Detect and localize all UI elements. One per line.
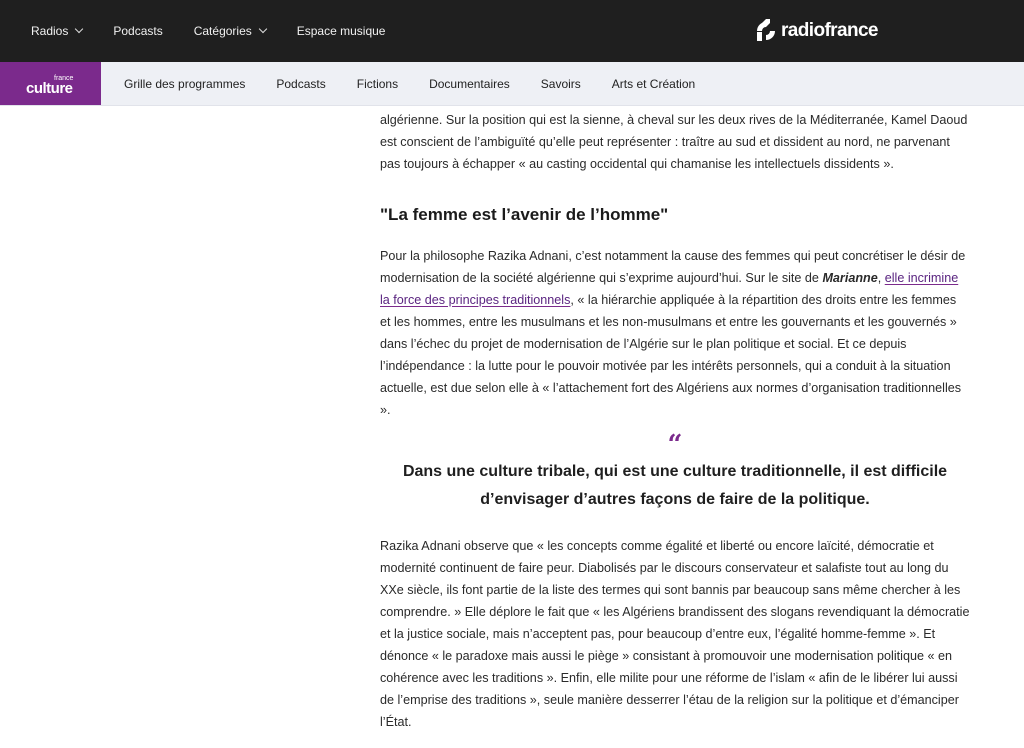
- nav-espace-musique[interactable]: [297, 24, 386, 38]
- nav-radios[interactable]: [31, 24, 82, 38]
- france-culture-logo[interactable]: [0, 62, 101, 105]
- pull-quote-text: Dans une culture tribale, qui est une culture traditionnelle, il est difficile d’envisager d’autres façons de faire de la politique.: [402, 463, 948, 508]
- nav-espace-musique-label: Espace musique: [296, 24, 386, 38]
- subnav-grille[interactable]: Grille des programmes: [124, 76, 246, 91]
- marianne-article-link[interactable]: elle incrimine la force des principes traditionnels: [380, 271, 959, 307]
- nav-radios-label: Radios: [31, 24, 69, 38]
- publication-name: Marianne: [822, 271, 878, 285]
- article-body: [380, 106, 970, 733]
- logo-culture-text: culture: [26, 80, 73, 97]
- paragraph-text: Pour la philosophe Razika Adnani, c’est notamment la cause des femmes qui peut concrétiser le désir de modernisation de la société algérienne qui s’exprime aujourd’hui. Sur le site de: [380, 249, 966, 285]
- nav-categories[interactable]: [194, 24, 266, 38]
- section-nav: [124, 62, 726, 105]
- subnav-podcasts[interactable]: Podcasts: [276, 76, 326, 91]
- section-heading: "La femme est l’avenir de l’homme": [380, 205, 669, 224]
- radiofrance-logo[interactable]: [755, 16, 878, 46]
- pull-quote: [380, 430, 970, 514]
- section-header: [0, 62, 1024, 106]
- article-paragraph: Razika Adnani observe que « les concepts comme égalité et liberté ou encore laïcité, démocratie et modernité continuent de faire peur. Diabolisés par le discours conservateur et salafiste tout au long du XXe siècle, ils font partie de la liste des termes qui sont bannis par beaucoup sans même chercher à les comprendre. » Elle déplore le fait que « les Algériens brandissent des slogans revendiquant la démocratie et la justice sociale, mais n’acceptent pas, pour beaucoup d’entre eux, l’égalité homme-femme ». Et dénonce « le paradoxe mais aussi le piège » consistant à promouvoir une modernisation politique « en cohérence avec les traditions ». Enfin, elle milite pour une réforme de l’islam « afin de le libérer lui aussi de l’emprise des traditions », seule manière desserrer l’étau de la religion sur la politique et d’émanciper l’État.: [380, 539, 970, 729]
- nav-podcasts[interactable]: [113, 24, 162, 38]
- radiofrance-logo-icon: [755, 18, 777, 44]
- chevron-down-icon: [259, 25, 267, 33]
- subnav-fictions[interactable]: Fictions: [356, 76, 399, 91]
- subnav-documentaires[interactable]: Documentaires: [429, 76, 510, 91]
- nav-podcasts-label: Podcasts: [113, 24, 163, 38]
- paragraph-text: ,: [877, 271, 885, 285]
- top-nav: [31, 0, 416, 62]
- radiofrance-brand-text: radiofrance: [781, 20, 878, 41]
- article-paragraph: algérienne. Sur la position qui est la sienne, à cheval sur les deux rives de la Méditerranée, Kamel Daoud est conscient de l’ambiguïté qu’elle peut représenter : traître au sud et dissident au nord, ne parvenant pas toujours à échapper « au casting occidental qui chamanise les intellectuels dissidents ».: [380, 113, 968, 171]
- paragraph-text: , « la hiérarchie appliquée à la répartition des droits entre les femmes et les hommes, entre les musulmans et les non-musulmans et entre les gouvernants et les gouvernés » dans l’échec du projet de modernisation de l’Algérie sur le plan politique et social. Et ce depuis l’indépendance : la lutte pour le pouvoir motivée par les intérêts personnels, qui a conduit à la situation actuelle, est due selon elle à « l’attachement fort des Algériens aux normes d’organisation traditionnelles ».: [380, 293, 962, 417]
- subnav-savoirs[interactable]: Savoirs: [540, 76, 581, 91]
- quote-mark-icon: “: [667, 430, 683, 460]
- chevron-down-icon: [75, 25, 83, 33]
- subnav-arts-creation[interactable]: Arts et Création: [611, 76, 696, 91]
- logo-france-text: france: [54, 75, 74, 82]
- article-paragraph: [380, 245, 970, 421]
- top-header: [0, 0, 1024, 62]
- nav-categories-label: Catégories: [193, 24, 252, 38]
